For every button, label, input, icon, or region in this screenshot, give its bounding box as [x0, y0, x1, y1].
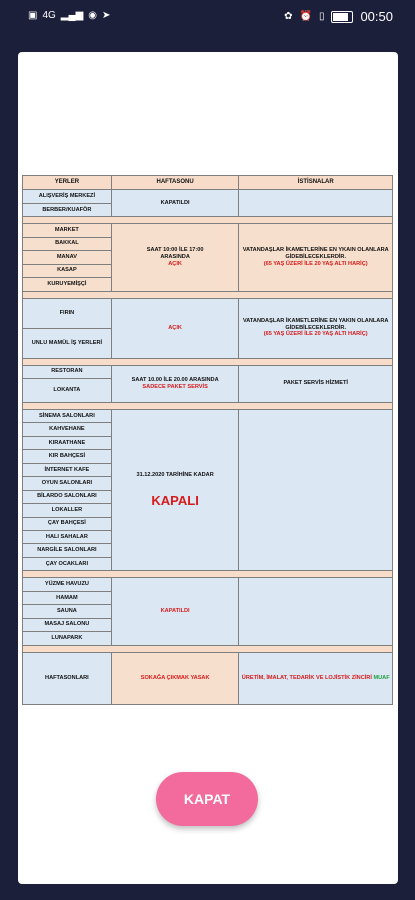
place-cell: UNLU MAMÜL İŞ YERLERİ: [23, 328, 112, 358]
place-cell: KURUYEMİŞÇİ: [23, 278, 112, 291]
weekend-status: AÇIK: [168, 260, 182, 267]
header-exceptions: İSTİSNALAR: [239, 176, 393, 190]
separator-row: [23, 217, 393, 224]
place-cell: İNTERNET KAFE: [23, 463, 112, 476]
clock: 00:50: [360, 9, 393, 24]
place-cell: KIR BAHÇESİ: [23, 450, 112, 463]
exception-text: VATANDAŞLAR İKAMETLERİNE EN YKAIN OLANLARA GİDEBİLECEKLERDİR.: [242, 246, 389, 260]
place-cell: LOKANTA: [23, 378, 112, 402]
regulation-table-image[interactable]: [22, 175, 393, 705]
place-cell: RESTORAN: [23, 365, 112, 378]
vibrate-icon: ▯: [318, 10, 325, 22]
weekend-note: SADECE PAKET SERVİS: [142, 383, 208, 390]
place-cell: BERBER/KUAFÖR: [23, 203, 112, 216]
close-button[interactable]: KAPAT: [156, 772, 258, 826]
place-cell: LUNAPARK: [23, 632, 112, 646]
exception-cell: [239, 578, 393, 646]
weekend-hours-suffix: ARASINDA: [160, 253, 190, 260]
place-cell: MASAJ SALONU: [23, 618, 112, 631]
whatsapp-icon: ◉: [88, 10, 97, 21]
status-right: [284, 9, 393, 24]
weekend-cell: [111, 365, 239, 402]
weekend-cell: [111, 224, 239, 291]
table-row: [23, 224, 393, 237]
exception-cell: [239, 190, 393, 217]
table-row: [23, 409, 393, 422]
exception-cell: [239, 224, 393, 291]
separator-row: [23, 571, 393, 578]
weekend-status: KAPALI: [151, 492, 199, 508]
place-cell: ALIŞVERİŞ MERKEZİ: [23, 190, 112, 203]
table-row: [23, 365, 393, 378]
place-cell: HAMAM: [23, 591, 112, 604]
weekend-cell: SOKAĞA ÇIKMAK YASAK: [111, 653, 239, 705]
separator-row: [23, 291, 393, 298]
exception-text: VATANDAŞLAR İKAMETLERİNE EN YAKIN OLANLARA GİDEBİLECEKLERDİR.: [242, 317, 389, 331]
table-row: [23, 578, 393, 591]
place-cell: BAKKAL: [23, 237, 112, 250]
huawei-icon: ✿: [284, 10, 293, 22]
telegram-icon: ➤: [102, 10, 111, 21]
place-cell: HAFTASONLARI: [23, 653, 112, 705]
exception-note: (65 YAŞ ÜZERİ İLE 20 YAŞ ALTI HARİÇ): [263, 260, 368, 267]
weekend-cell: KAPATILDI: [111, 190, 239, 217]
exception-cell: [239, 409, 393, 570]
separator-row: [23, 402, 393, 409]
place-cell: SAUNA: [23, 605, 112, 618]
image-dialog: [18, 52, 398, 884]
place-cell: KAHVEHANE: [23, 423, 112, 436]
exception-text: ÜRETİM, İMALAT, TEDARİK VE LOJİSTİK ZİNCİRİ: [241, 675, 372, 681]
place-cell: BİLARDO SALONLARI: [23, 490, 112, 503]
place-cell: FIRIN: [23, 298, 112, 328]
status-bar: [0, 0, 415, 34]
table-row: [23, 298, 393, 328]
exception-cell: [239, 653, 393, 705]
place-cell: OYUN SALONLARI: [23, 477, 112, 490]
place-cell: KASAP: [23, 264, 112, 277]
exception-cell: [239, 298, 393, 358]
weekend-cell: AÇIK: [111, 298, 239, 358]
header-places: YERLER: [23, 176, 112, 190]
weekend-cell: [111, 409, 239, 570]
place-cell: HALI SAHALAR: [23, 531, 112, 544]
regulation-table: [22, 175, 393, 705]
place-cell: ÇAY OCAKLARI: [23, 557, 112, 570]
place-cell: ÇAY BAHÇESİ: [23, 517, 112, 530]
table-header-row: [23, 176, 393, 190]
exception-exempt: MUAF: [373, 675, 390, 681]
header-weekend: HAFTASONU: [111, 176, 239, 190]
volte-icon: ▣: [28, 10, 38, 21]
place-cell: YÜZME HAVUZU: [23, 578, 112, 591]
battery-icon: [331, 11, 353, 23]
place-cell: NARGİLE SALONLARI: [23, 544, 112, 557]
signal-icon: ▂▄▆: [60, 10, 84, 21]
weekend-deadline: 31.12.2020 TARİHİNE KADAR: [136, 471, 214, 478]
weekend-hours: SAAT 10:00 İLE 17:00: [146, 246, 204, 253]
separator-row: [23, 646, 393, 653]
weekend-cell: KAPATILDI: [111, 578, 239, 646]
place-cell: LOKALLER: [23, 504, 112, 517]
place-cell: SİNEMA SALONLARI: [23, 409, 112, 422]
status-left: [28, 10, 110, 22]
table-row: [23, 653, 393, 705]
network-type: 4G: [42, 10, 56, 21]
place-cell: KIRAATHANE: [23, 436, 112, 449]
place-cell: MANAV: [23, 251, 112, 264]
weekend-hours: SAAT 10.00 İLE 20.00 ARASINDA: [131, 376, 219, 383]
exception-note: (65 YAŞ ÜZERİ İLE 20 YAŞ ALTI HARİÇ): [263, 331, 368, 338]
alarm-icon: ⏰: [299, 10, 312, 22]
table-row: [23, 190, 393, 203]
place-cell: MARKET: [23, 224, 112, 237]
separator-row: [23, 358, 393, 365]
exception-cell: PAKET SERVİS HİZMETİ: [239, 365, 393, 402]
